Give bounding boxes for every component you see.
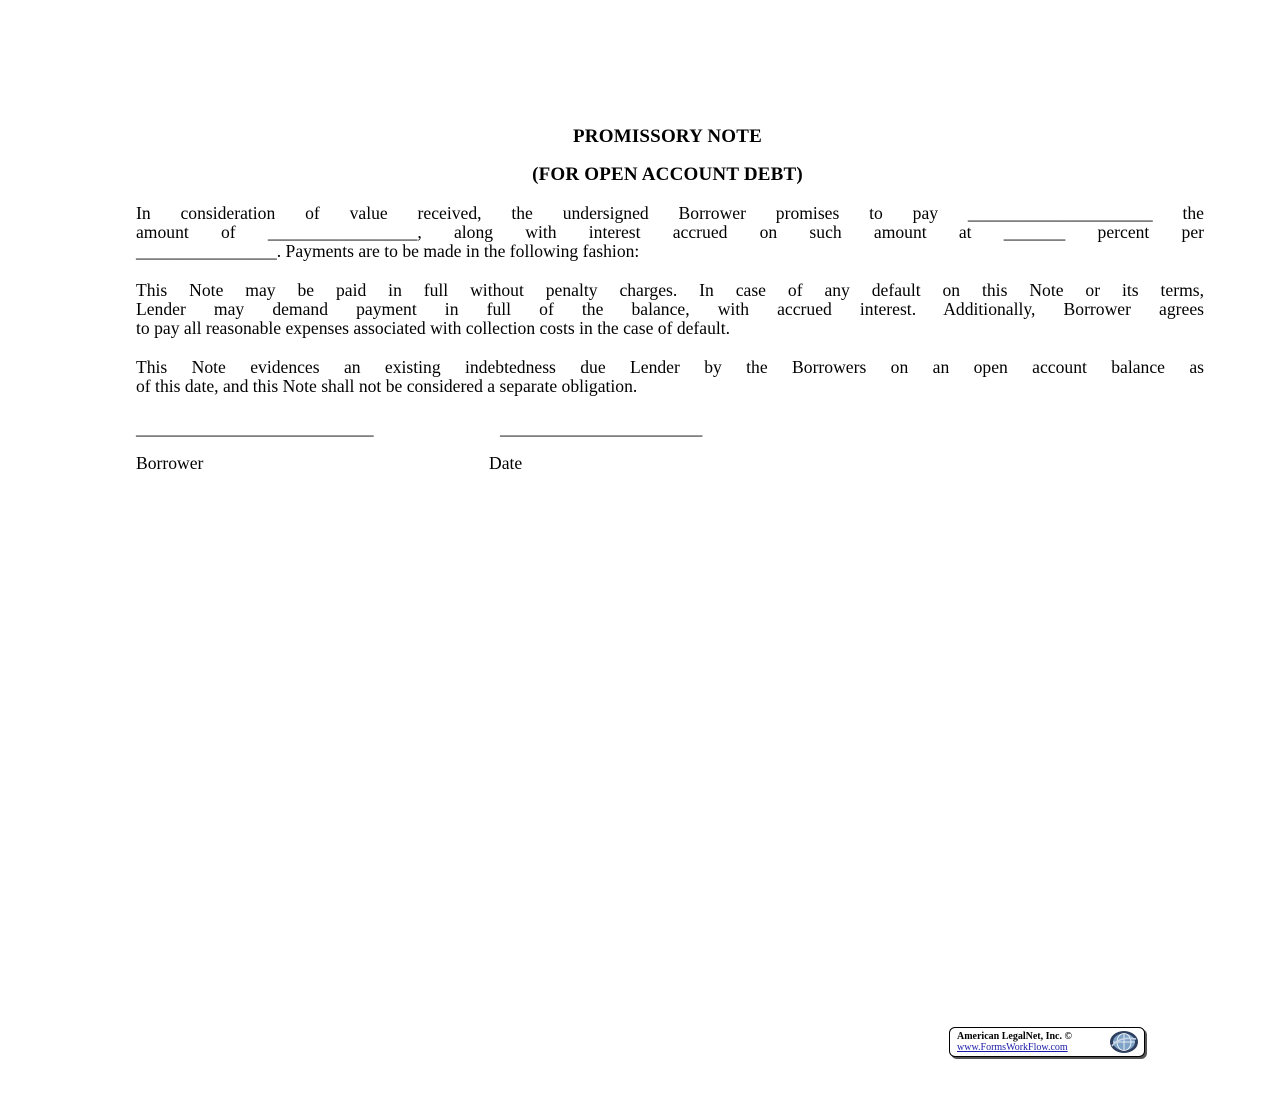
logo-company-name: American LegalNet, Inc. © xyxy=(957,1031,1072,1042)
paragraph-line: to pay all reasonable expenses associated with collection costs in the case of default. xyxy=(136,318,731,339)
paragraph-line: ________________. Payments are to be made in the following fashion: xyxy=(136,241,640,262)
date-signature-line: _______________________ xyxy=(500,418,703,438)
logo-website-link[interactable]: www.FormsWorkFlow.com xyxy=(957,1042,1068,1053)
paragraph-line: This Note may be paid in full without penalty charges. In case of any default on this Note or its terms, xyxy=(136,280,1204,300)
date-label: Date xyxy=(489,453,523,473)
document-subtitle: (FOR OPEN ACCOUNT DEBT) xyxy=(532,164,803,185)
paragraph-line: This Note evidences an existing indebtedness due Lender by the Borrowers on an open account balance as xyxy=(136,357,1204,377)
paragraph-line: Lender may demand payment in full of the balance, with accrued interest. Additionally, Borrower agrees xyxy=(136,299,1204,320)
paragraph-indebtedness xyxy=(136,358,1204,396)
paragraph-default xyxy=(136,281,1204,339)
paragraph-consideration xyxy=(136,204,1204,262)
paragraph-line: amount of _________________, along with interest accrued on such amount at _______ percent per xyxy=(136,222,1204,243)
globe-logo-icon xyxy=(1106,1030,1140,1054)
borrower-signature-line: ___________________________ xyxy=(136,418,374,438)
document-title: PROMISSORY NOTE xyxy=(572,126,762,147)
borrower-label: Borrower xyxy=(136,453,204,473)
footer-logo xyxy=(949,1027,1145,1057)
paragraph-line: of this date, and this Note shall not be considered a separate obligation. xyxy=(136,376,638,397)
paragraph-line: In consideration of value received, the undersigned Borrower promises to pay _____________________ the xyxy=(136,203,1204,223)
